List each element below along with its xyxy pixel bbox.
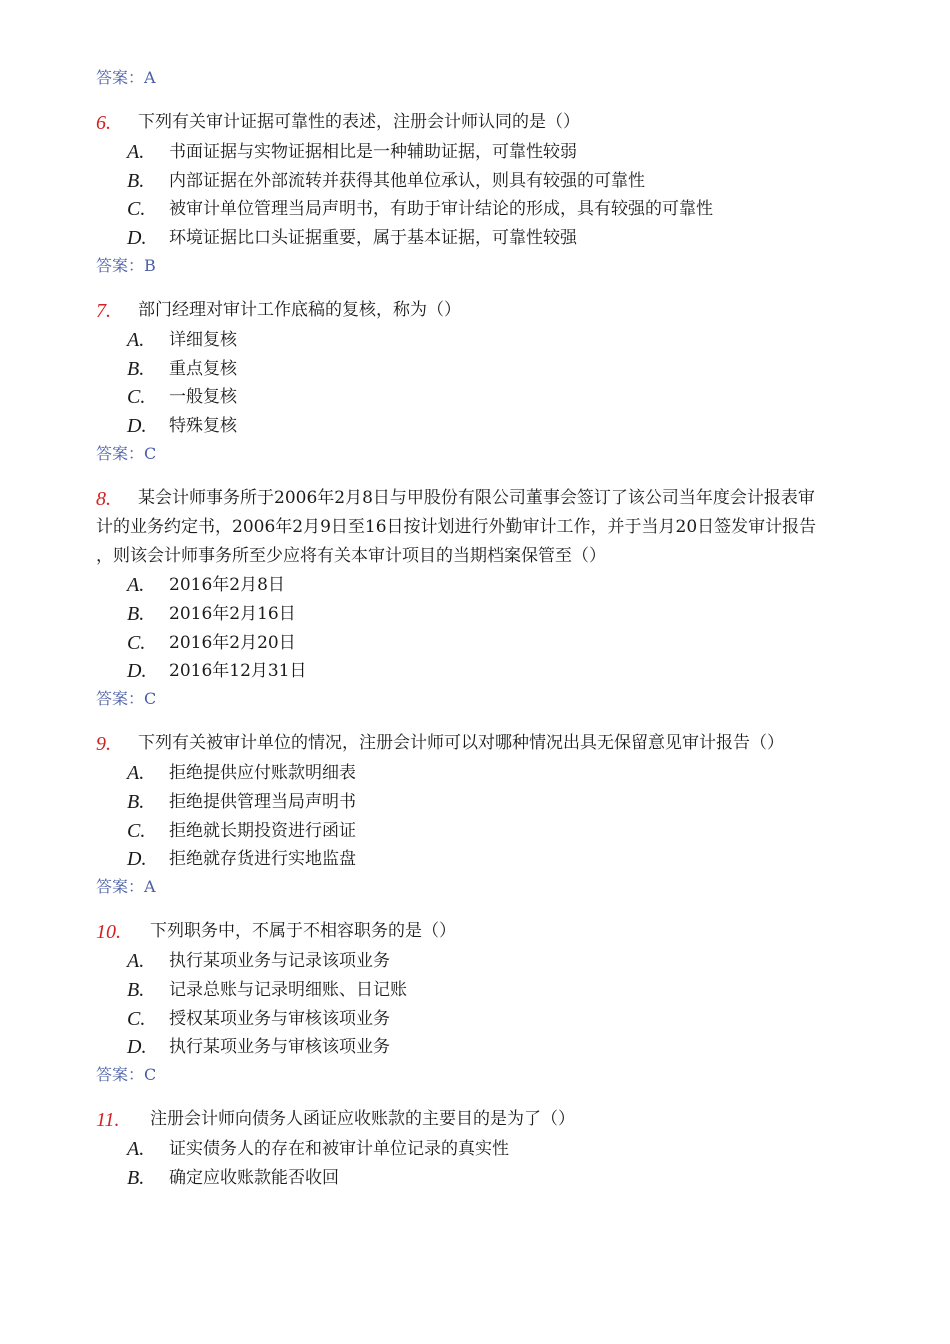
option-letter: C. <box>127 1008 146 1030</box>
question-text-line-3: ，则该会计师事务所至少应将有关本审计项目的当期档案保管至（） <box>96 546 606 566</box>
option-text: 记录总账与记录明细账、日记账 <box>169 980 407 1000</box>
question-text: 下列有关审计证据可靠性的表述，注册会计师认同的是（） <box>138 112 580 132</box>
option-letter: C. <box>127 386 146 408</box>
question-number: 6. <box>96 112 111 134</box>
option-text: 证实债务人的存在和被审计单位记录的真实性 <box>169 1139 509 1159</box>
option-letter: D. <box>127 415 147 437</box>
answer: 答案：C <box>96 1065 157 1084</box>
option-text: 执行某项业务与审核该项业务 <box>169 1037 390 1057</box>
option-letter: A. <box>127 950 145 972</box>
option-text: 授权某项业务与审核该项业务 <box>169 1009 390 1029</box>
option-text: 内部证据在外部流转并获得其他单位承认，则具有较强的可靠性 <box>169 171 645 191</box>
question-text: 注册会计师向债务人函证应收账款的主要目的是为了（） <box>150 1109 575 1129</box>
question-text-line-1: 某会计师事务所于2006年2月8日与甲股份有限公司董事会签订了该公司当年度会计报表审 <box>138 488 815 508</box>
option-letter: B. <box>127 170 145 192</box>
question-number: 9. <box>96 733 111 755</box>
option-text: 拒绝提供管理当局声明书 <box>169 792 356 812</box>
option-letter: B. <box>127 358 145 380</box>
answer: 答案：C <box>96 689 157 708</box>
option-text: 2016年2月8日 <box>169 575 285 595</box>
option-letter: C. <box>127 820 146 842</box>
option-letter: A. <box>127 141 145 163</box>
option-text: 执行某项业务与记录该项业务 <box>169 951 390 971</box>
option-letter: C. <box>127 632 146 654</box>
option-text: 确定应收账款能否收回 <box>169 1168 339 1188</box>
answer: 答案：A <box>96 877 156 896</box>
option-letter: D. <box>127 660 147 682</box>
answer-q5: 答案：A <box>96 68 156 87</box>
option-letter: A. <box>127 762 145 784</box>
option-letter: B. <box>127 1167 145 1189</box>
option-letter: A. <box>127 329 145 351</box>
question-number: 10. <box>96 921 121 943</box>
question-text-line-2: 计的业务约定书，2006年2月9日至16日按计划进行外勤审计工作，并于当月20日签发审计报告 <box>96 517 817 537</box>
question-number: 8. <box>96 488 111 510</box>
option-text: 2016年12月31日 <box>169 661 307 681</box>
option-letter: A. <box>127 574 145 596</box>
option-text: 书面证据与实物证据相比是一种辅助证据，可靠性较弱 <box>169 142 577 162</box>
option-text: 重点复核 <box>169 359 237 379</box>
option-text: 拒绝提供应付账款明细表 <box>169 763 356 783</box>
option-text: 2016年2月20日 <box>169 633 296 653</box>
option-text: 拒绝就存货进行实地监盘 <box>169 849 356 869</box>
question-number: 7. <box>96 300 111 322</box>
option-text: 被审计单位管理当局声明书，有助于审计结论的形成，具有较强的可靠性 <box>169 199 713 219</box>
option-text: 一般复核 <box>169 387 237 407</box>
option-text: 环境证据比口头证据重要，属于基本证据，可靠性较强 <box>169 228 577 248</box>
option-letter: B. <box>127 603 145 625</box>
option-letter: C. <box>127 198 146 220</box>
option-text: 详细复核 <box>169 330 237 350</box>
option-text: 特殊复核 <box>169 416 237 436</box>
question-text: 下列有关被审计单位的情况，注册会计师可以对哪种情况出具无保留意见审计报告（） <box>138 733 784 753</box>
answer: 答案：C <box>96 444 157 463</box>
option-letter: D. <box>127 848 147 870</box>
answer: 答案：B <box>96 256 156 275</box>
question-number: 11. <box>96 1109 120 1131</box>
option-text: 2016年2月16日 <box>169 604 296 624</box>
option-letter: D. <box>127 1036 147 1058</box>
option-letter: B. <box>127 979 145 1001</box>
option-text: 拒绝就长期投资进行函证 <box>169 821 356 841</box>
option-letter: A. <box>127 1138 145 1160</box>
option-letter: B. <box>127 791 145 813</box>
question-text: 部门经理对审计工作底稿的复核，称为（） <box>138 300 461 320</box>
option-letter: D. <box>127 227 147 249</box>
question-text: 下列职务中，不属于不相容职务的是（） <box>150 921 456 941</box>
